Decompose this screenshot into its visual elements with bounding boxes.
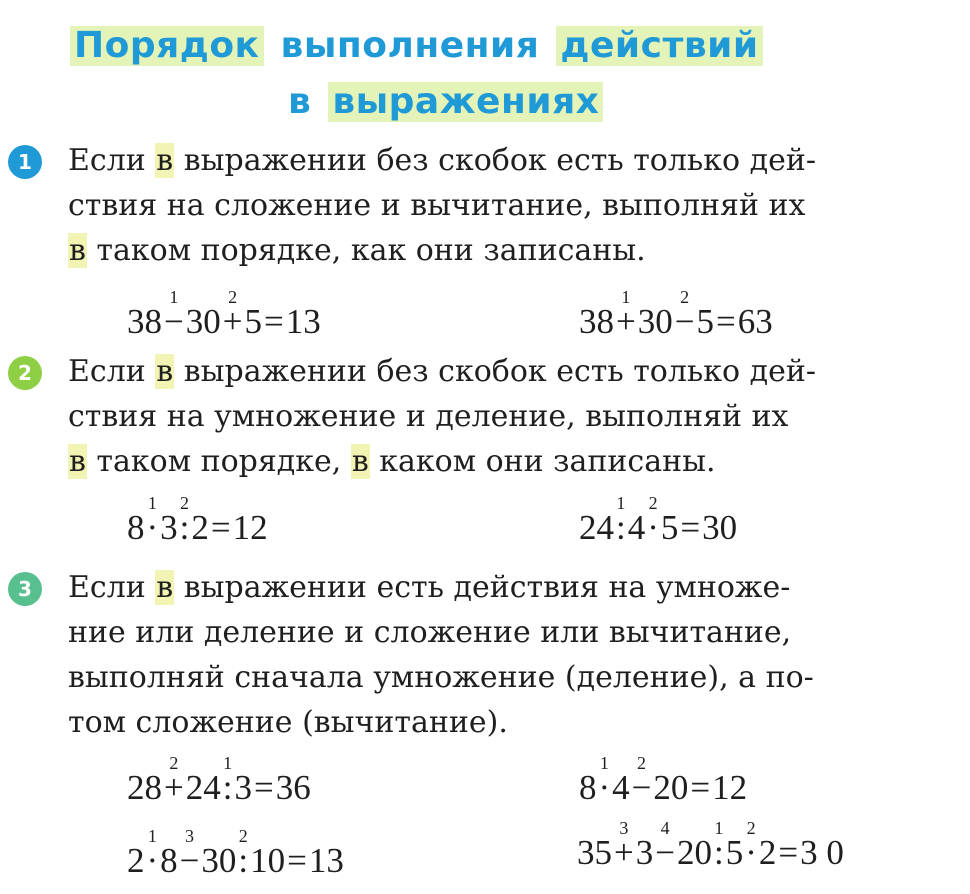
expression-operator [712, 818, 726, 872]
expression-number: 2 [758, 833, 777, 872]
expression-operator [645, 493, 661, 547]
operation-order-number: 1 [223, 753, 233, 773]
operator-symbol: = [253, 768, 274, 807]
rule-text-line [68, 228, 954, 273]
math-expression [127, 826, 344, 880]
expression-number: 30 [637, 302, 673, 341]
text-segment: выражении есть действия на умноже- [174, 570, 791, 605]
text-segment: таком порядке, [86, 444, 351, 479]
rule-text-line [68, 394, 954, 439]
expression-number: 2 [191, 508, 209, 547]
expression-operator [776, 834, 800, 872]
expression-number: 3 [160, 508, 178, 547]
expression-number: 24 [579, 508, 614, 547]
rule-number-badge: 3 [8, 572, 42, 606]
operation-order-number: 1 [169, 287, 179, 307]
text-segment: таком порядке, как они записаны. [86, 233, 646, 268]
math-expression [577, 818, 844, 872]
expression-operator [743, 818, 759, 872]
highlighted-letter: в [69, 233, 86, 268]
rule-number-badge: 1 [8, 145, 42, 179]
expression-number: 36 [275, 768, 311, 807]
expression-operator [162, 753, 186, 807]
expression-number: 30 [702, 508, 738, 547]
expression-number: 8 [579, 768, 597, 807]
expression-number: 12 [712, 768, 748, 807]
title-word: выполнения [280, 25, 540, 66]
expression-number: 13 [285, 302, 321, 341]
expression-operator [162, 287, 186, 341]
expression-operator [653, 818, 677, 872]
text-segment: выражении без скобок есть только дей- [174, 354, 816, 389]
highlighted-letter: в [156, 354, 174, 389]
rule-text [68, 138, 954, 273]
operation-order-number: 2 [680, 287, 690, 307]
operator-symbol: + [222, 302, 243, 341]
operator-symbol: − [631, 768, 652, 807]
expression-number: 20 [653, 768, 689, 807]
expression-operator [145, 493, 161, 547]
expression-operator [178, 826, 202, 880]
operation-order-number: 3 [185, 826, 195, 846]
text-segment: Если [68, 354, 156, 389]
operator-symbol: · [745, 833, 757, 872]
expression-operator [252, 769, 276, 807]
text-segment: Если [68, 143, 156, 178]
operation-order-number: 1 [147, 826, 157, 846]
expression-operator [178, 493, 192, 547]
text-segment: ние или деление и сложение или вычитание, [68, 615, 792, 650]
expression-number: 4 [627, 508, 646, 547]
expression-number: 3 [635, 833, 654, 872]
math-expression [579, 287, 773, 341]
operator-symbol: · [647, 508, 659, 547]
text-segment: том сложение (вычитание). [68, 705, 508, 740]
operator-symbol: = [287, 841, 307, 880]
operator-symbol: : [616, 508, 626, 547]
expression-operator [673, 287, 697, 341]
rule-text-line [68, 700, 954, 745]
operator-symbol: : [222, 768, 233, 807]
math-expression [127, 287, 321, 341]
operation-order-number: 1 [621, 287, 631, 307]
operation-order-number: 2 [746, 818, 756, 838]
expression-operator [285, 842, 309, 880]
operator-symbol: = [690, 768, 711, 807]
expression-operator [678, 509, 702, 547]
expression-operator [236, 826, 250, 880]
expression-number: 20 [677, 833, 712, 872]
operator-symbol: = [716, 302, 736, 341]
operator-symbol: = [210, 508, 231, 547]
expression-number: 38 [579, 302, 614, 341]
expression-operator [612, 818, 636, 872]
operation-order-number: 2 [238, 826, 248, 846]
expression-number: 12 [232, 508, 268, 547]
math-expression [127, 493, 268, 547]
operation-order-number: 2 [648, 493, 658, 513]
operator-symbol: + [616, 302, 636, 341]
title-word: действий [556, 26, 762, 66]
operator-symbol: − [164, 302, 184, 341]
title-word: Порядок [70, 26, 264, 66]
operation-order-number: 2 [228, 287, 238, 307]
operator-symbol: = [680, 508, 701, 547]
operator-symbol: − [674, 302, 695, 341]
operator-symbol: − [655, 833, 675, 872]
rule-text-line [68, 439, 954, 484]
text-segment: Если [68, 570, 156, 605]
expression-number: 3 0 [800, 833, 844, 872]
expression-number: 3 [234, 768, 252, 807]
operator-symbol: : [714, 833, 724, 872]
highlighted-letter: в [69, 444, 86, 479]
operator-symbol: : [179, 508, 190, 547]
math-expression [579, 753, 748, 807]
operation-order-number: 1 [599, 753, 609, 773]
expression-operator [209, 509, 233, 547]
text-segment: каком они записаны. [369, 444, 716, 479]
highlighted-letter: в [156, 143, 174, 178]
operator-symbol: − [179, 841, 200, 880]
expression-number: 10 [250, 841, 286, 880]
operator-symbol: : [238, 841, 249, 880]
expression-number: 38 [127, 302, 162, 341]
operator-symbol: · [146, 508, 159, 547]
highlighted-letter: в [351, 444, 369, 479]
operation-order-number: 2 [637, 753, 647, 773]
expression-number: 5 [660, 508, 679, 547]
title-word: выражениях [328, 82, 603, 122]
operator-symbol: · [598, 768, 611, 807]
operator-symbol: + [614, 833, 634, 872]
operation-order-number: 1 [714, 818, 724, 838]
rule-text [68, 565, 954, 745]
expression-number: 63 [737, 302, 773, 341]
page-title-line-1 [70, 26, 763, 66]
operator-symbol: · [146, 841, 159, 880]
operator-symbol: = [264, 302, 284, 341]
expression-operator [597, 753, 613, 807]
math-expression [127, 753, 311, 807]
operation-order-number: 4 [660, 818, 670, 838]
expression-number: 24 [185, 768, 221, 807]
expression-number: 5 [244, 302, 262, 341]
operation-order-number: 2 [180, 493, 190, 513]
expression-operator [145, 826, 161, 880]
expression-operator [688, 769, 712, 807]
expression-operator [630, 753, 654, 807]
highlighted-letter: в [156, 570, 174, 605]
text-segment: ствия на умножение и деление, выполняй их [68, 399, 789, 434]
expression-number: 13 [308, 841, 344, 880]
rule-text-line [68, 183, 954, 228]
rule-text-line [68, 138, 954, 183]
operation-order-number: 3 [619, 818, 629, 838]
operation-order-number: 2 [169, 753, 179, 773]
expression-operator [614, 493, 628, 547]
title-word: в [288, 81, 312, 122]
rule-text-line [68, 655, 954, 700]
math-expression [579, 493, 738, 547]
expression-number: 5 [696, 302, 714, 341]
rule-text-line [68, 610, 954, 655]
expression-number: 28 [127, 768, 162, 807]
expression-number: 30 [201, 841, 237, 880]
rule-text-line [68, 565, 954, 610]
expression-number: 30 [185, 302, 221, 341]
rule-text-line [68, 349, 954, 394]
expression-operator [614, 287, 638, 341]
operator-symbol: + [164, 768, 184, 807]
expression-number: 8 [160, 841, 178, 880]
expression-number: 5 [725, 833, 744, 872]
expression-number: 35 [577, 833, 612, 872]
rule-number-badge: 2 [8, 356, 42, 390]
expression-number: 8 [127, 508, 145, 547]
expression-operator [262, 303, 286, 341]
operation-order-number: 1 [616, 493, 626, 513]
operation-order-number: 1 [147, 493, 157, 513]
rule-text [68, 349, 954, 484]
text-segment: ствия на сложение и вычитание, выполняй их [68, 188, 806, 223]
page-title-line-2 [284, 82, 603, 122]
text-segment: выражении без скобок есть только дей- [174, 143, 816, 178]
expression-number: 4 [612, 768, 630, 807]
expression-operator [221, 753, 235, 807]
expression-operator [221, 287, 245, 341]
expression-number: 2 [127, 841, 145, 880]
text-segment: выполняй сначала умножение (деление), а по- [68, 660, 814, 695]
expression-operator [714, 303, 738, 341]
operator-symbol: = [778, 833, 799, 872]
